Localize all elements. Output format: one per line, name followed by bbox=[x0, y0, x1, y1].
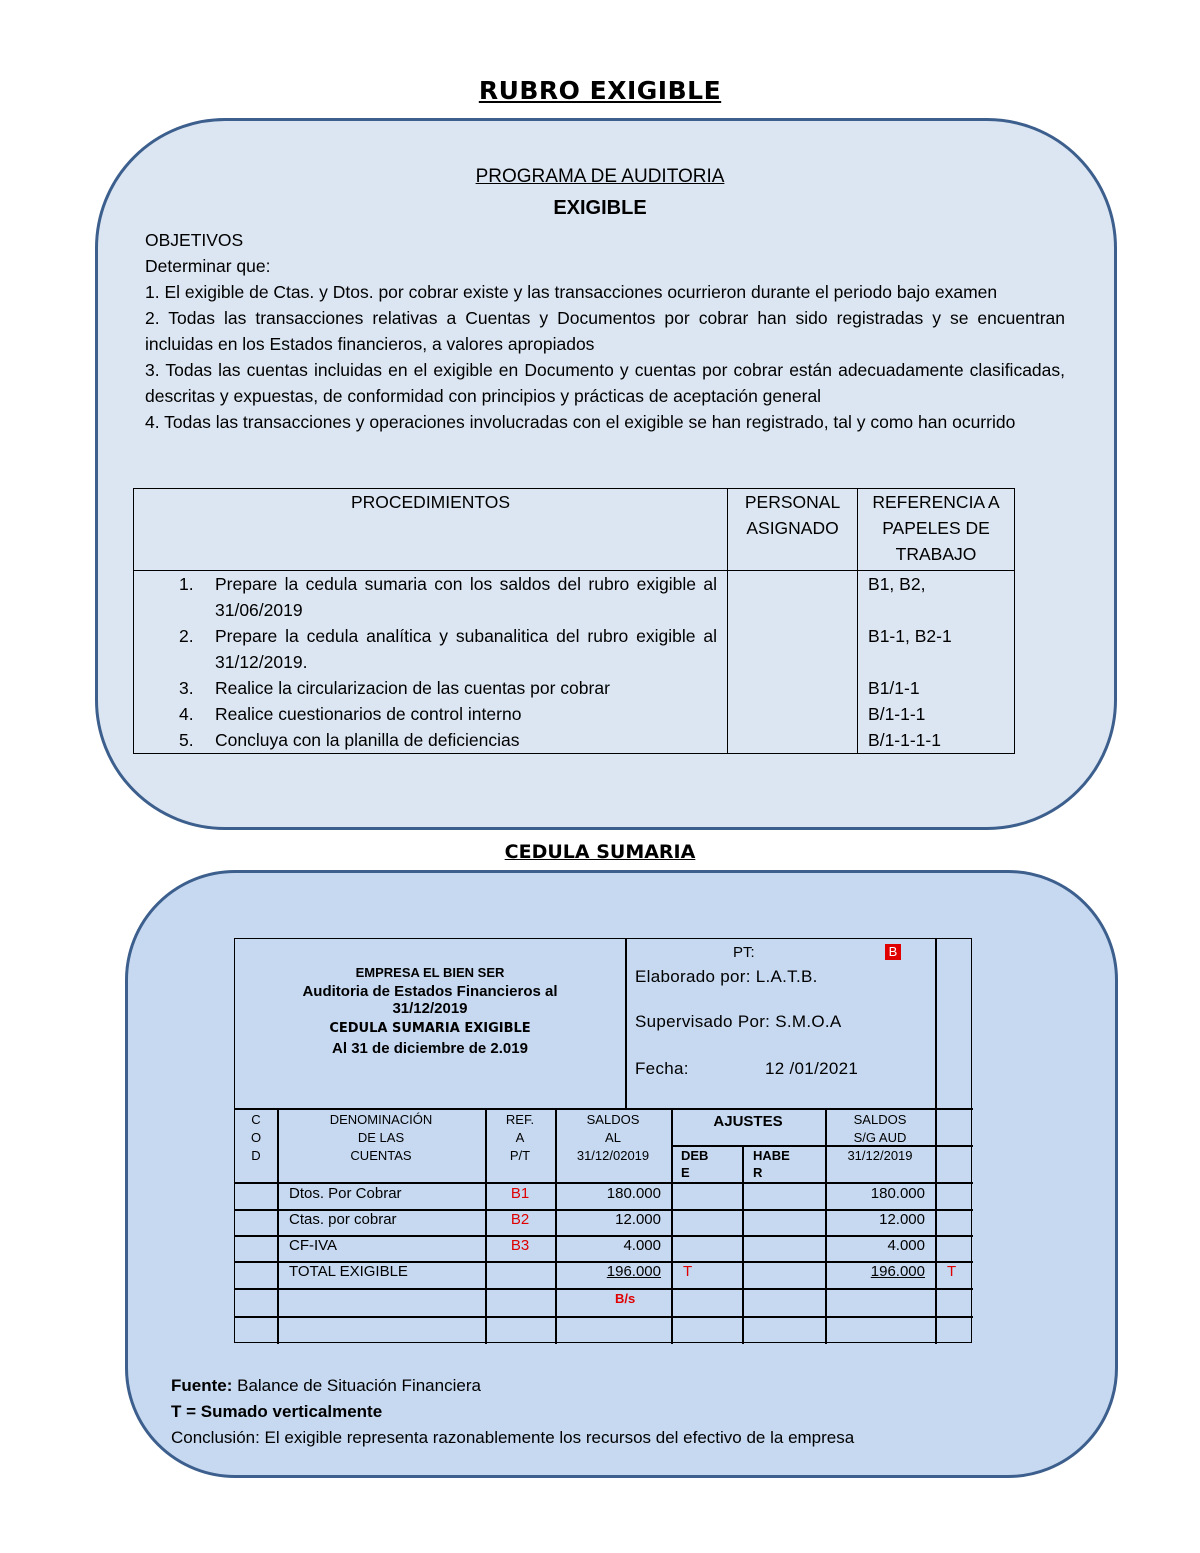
row-ref: B1 bbox=[510, 1185, 530, 1202]
procedures-table bbox=[133, 488, 1015, 754]
header-haber-line: R bbox=[753, 1165, 763, 1180]
grid-line bbox=[935, 939, 937, 1344]
header-ajustes: AJUSTES bbox=[713, 1113, 783, 1130]
procedure-text: Realice la circularizacion de las cuentas por cobrar bbox=[215, 678, 610, 698]
header-saldos-line: AL bbox=[605, 1130, 621, 1145]
grid-line bbox=[235, 1288, 973, 1290]
header-saldos-aud-line: S/G AUD bbox=[853, 1130, 907, 1145]
grid-line bbox=[671, 1108, 673, 1344]
header-referencia-label: REFERENCIA A PAPELES DE TRABAJO bbox=[872, 492, 1000, 564]
grid-line bbox=[742, 1145, 744, 1344]
grid-line bbox=[235, 1108, 973, 1110]
header-personal-label: PERSONAL ASIGNADO bbox=[744, 492, 841, 538]
procedure-text: Prepare la cedula analítica y subanalitica del rubro exigible al 31/12/2019. bbox=[215, 626, 718, 672]
row-name: CF-IVA bbox=[289, 1237, 338, 1254]
bs-mark: B/s bbox=[615, 1291, 636, 1306]
objective-item: 2. Todas las transacciones relativas a Cuentas y Documentos por cobrar han sido registradas y se encuentran incluidas en los Estados financieros, a valores apropiados bbox=[145, 308, 1065, 354]
header-ref-line: REF. bbox=[505, 1112, 535, 1127]
procedure-number: 4. bbox=[179, 704, 194, 724]
procedure-item bbox=[179, 571, 717, 623]
header-saldos-line: 31/12/02019 bbox=[576, 1148, 650, 1163]
footer-legend: T = Sumado verticalmente bbox=[171, 1402, 383, 1421]
reference-cell bbox=[858, 571, 1015, 754]
row-saldo-aud: 180.000 bbox=[870, 1185, 925, 1202]
reference-item: B/1-1-1 bbox=[868, 704, 926, 724]
procedure-number: 5. bbox=[179, 730, 194, 750]
procedure-text: Concluya con la planilla de deficiencias bbox=[215, 730, 520, 750]
objectives-heading: OBJETIVOS bbox=[145, 230, 244, 250]
header-ref-line: A bbox=[515, 1130, 525, 1145]
footer-conclusion bbox=[171, 1425, 991, 1447]
header-saldos-aud-line: SALDOS bbox=[853, 1112, 907, 1127]
audit-line: Auditoria de Estados Financieros al bbox=[302, 983, 558, 1000]
program-subtitle: EXIGIBLE bbox=[553, 197, 647, 219]
procedure-item bbox=[179, 727, 717, 753]
objective-item: 4. Todas las transacciones y operaciones involucradas con el exigible se han registrado, tal y como han ocurrido bbox=[145, 412, 1016, 432]
reference-item: B1-1, B2-1 bbox=[868, 626, 952, 646]
audit-date: 31/12/2019 bbox=[392, 1000, 468, 1017]
row-saldo: 12.000 bbox=[615, 1211, 661, 1228]
personal-cell bbox=[728, 571, 858, 754]
header-debe-line: E bbox=[681, 1165, 690, 1180]
pt-value: B bbox=[885, 944, 901, 960]
as-of-date: Al 31 de diciembre de 2.019 bbox=[332, 1040, 528, 1057]
total-name: TOTAL EXIGIBLE bbox=[289, 1263, 408, 1280]
total-mark-aud: T bbox=[947, 1263, 957, 1280]
procedures-header-row bbox=[134, 489, 1015, 571]
supervised-by: Supervisado Por: S.M.O.A bbox=[635, 1012, 842, 1031]
grid-line bbox=[235, 1182, 973, 1184]
header-denom-line: CUENTAS bbox=[350, 1148, 412, 1163]
section-title: CEDULA SUMARIA bbox=[504, 841, 696, 863]
header-haber-line: HABE bbox=[753, 1148, 790, 1163]
objective-item: 3. Todas las cuentas incluidas en el exigible en Documento y cuentas por cobrar están adecuadamente clasificadas, descritas y expuestas, de conformidad con principios y prácticas de aceptación general bbox=[145, 360, 1065, 406]
reference-item: B/1-1-1-1 bbox=[868, 730, 941, 750]
objectives-intro: Determinar que: bbox=[145, 256, 271, 276]
procedure-number: 1. bbox=[179, 574, 194, 594]
company-name: EMPRESA EL BIEN SER bbox=[355, 965, 505, 980]
header-procedimientos: PROCEDIMIENTOS bbox=[134, 489, 728, 571]
date-value: 12 /01/2021 bbox=[765, 1059, 859, 1078]
date-label: Fecha: bbox=[635, 1059, 689, 1078]
footer bbox=[171, 1373, 991, 1447]
header-denom-line: DENOMINACIÓN bbox=[329, 1112, 433, 1127]
header-ref bbox=[485, 1111, 555, 1165]
header-haber bbox=[753, 1147, 790, 1181]
total-saldo-aud: 196.000 bbox=[870, 1263, 925, 1280]
cedula-title: CEDULA SUMARIA EXIGIBLE bbox=[329, 1021, 531, 1036]
source-text: Balance de Situación Financiera bbox=[232, 1376, 481, 1395]
reference-item: B1/1-1 bbox=[868, 678, 920, 698]
header-cod-line: O bbox=[250, 1130, 262, 1145]
procedures-body-row bbox=[134, 571, 1015, 754]
procedure-number: 2. bbox=[179, 626, 194, 646]
objectives-block bbox=[145, 227, 1065, 435]
procedure-number: 3. bbox=[179, 678, 194, 698]
program-title: PROGRAMA DE AUDITORIA bbox=[475, 166, 725, 187]
header-cod-line: C bbox=[251, 1112, 261, 1127]
row-saldo: 4.000 bbox=[623, 1237, 661, 1254]
conclusion-text: Conclusión: El exigible representa razonablemente los recursos del efectivo de la empresa bbox=[171, 1428, 855, 1447]
page-title: RUBRO EXIGIBLE bbox=[478, 76, 722, 105]
row-ref: B3 bbox=[510, 1237, 530, 1254]
row-name: Dtos. Por Cobrar bbox=[289, 1185, 402, 1202]
total-mark: T bbox=[683, 1263, 693, 1280]
header-saldos-aud bbox=[825, 1111, 935, 1165]
row-saldo-aud: 12.000 bbox=[879, 1211, 925, 1228]
header-debe-line: DEB bbox=[681, 1148, 709, 1163]
header-debe bbox=[681, 1147, 708, 1181]
header-cod-line: D bbox=[251, 1148, 261, 1163]
footer-source bbox=[171, 1373, 991, 1399]
row-saldo-aud: 4.000 bbox=[887, 1237, 925, 1254]
row-saldo: 180.000 bbox=[606, 1185, 661, 1202]
header-ref-line: P/T bbox=[509, 1148, 531, 1163]
header-personal bbox=[728, 489, 858, 571]
header-saldos-aud-line: 31/12/2019 bbox=[847, 1148, 913, 1163]
header-divider bbox=[625, 939, 627, 1109]
reference-item: B1, B2, bbox=[868, 574, 926, 594]
row-name: Ctas. por cobrar bbox=[289, 1211, 397, 1228]
procedure-item bbox=[179, 701, 717, 727]
total-saldo: 196.000 bbox=[606, 1263, 661, 1280]
procedure-text: Prepare la cedula sumaria con los saldos del rubro exigible al 31/06/2019 bbox=[215, 574, 718, 620]
header-denominacion bbox=[277, 1111, 485, 1165]
source-label: Fuente: bbox=[171, 1376, 233, 1395]
reference-spacer bbox=[868, 597, 1014, 623]
pt-label: PT: bbox=[733, 944, 755, 961]
reference-spacer bbox=[868, 649, 1014, 675]
header-denom-line: DE LAS bbox=[357, 1130, 405, 1145]
cedula-table bbox=[234, 938, 972, 1343]
procedures-cell bbox=[134, 571, 728, 754]
procedure-item bbox=[179, 675, 717, 701]
objective-item: 1. El exigible de Ctas. y Dtos. por cobrar existe y las transacciones ocurrieron durante el periodo bajo examen bbox=[145, 282, 998, 302]
header-saldos-line: SALDOS bbox=[586, 1112, 640, 1127]
row-ref: B2 bbox=[510, 1211, 530, 1228]
header-saldos bbox=[555, 1111, 671, 1165]
prepared-by: Elaborado por: L.A.T.B. bbox=[635, 967, 818, 986]
header-cod bbox=[235, 1111, 277, 1165]
grid-line bbox=[235, 1316, 973, 1318]
header-referencia bbox=[858, 489, 1015, 571]
procedure-item bbox=[179, 623, 717, 675]
procedure-text: Realice cuestionarios de control interno bbox=[215, 704, 522, 724]
